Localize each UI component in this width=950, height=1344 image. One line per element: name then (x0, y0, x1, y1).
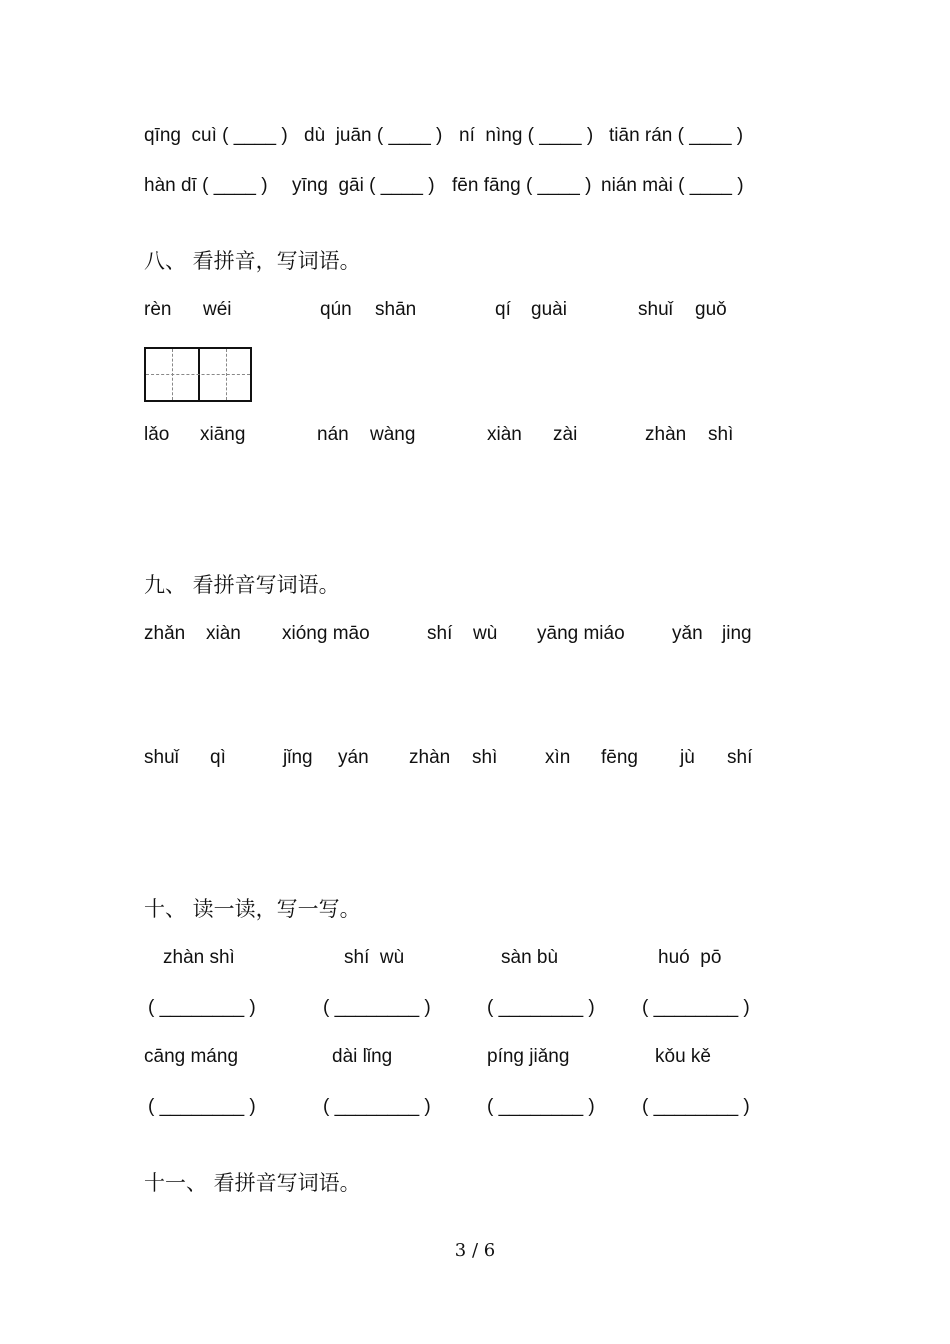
pinyin-syllable: xióng māo (282, 623, 370, 644)
pinyin-syllable: shuǐ (144, 747, 179, 768)
answer-blank[interactable]: ( ________ ) (642, 1096, 750, 1117)
answer-blank[interactable]: ( ________ ) (323, 1096, 431, 1117)
pinyin-syllable: shuǐ (638, 299, 673, 320)
pinyin-item: cāng máng (144, 1046, 239, 1067)
pinyin-syllable: lǎo (144, 424, 170, 445)
writing-grid[interactable] (144, 347, 252, 402)
pinyin-syllable: shí (427, 623, 453, 644)
pinyin-syllable: xiàn (487, 424, 522, 445)
grid-guide (146, 374, 250, 375)
pinyin-syllable: jing (722, 623, 752, 644)
answer-blank[interactable]: ( ________ ) (148, 997, 256, 1018)
answer-blank[interactable]: ( ________ ) (323, 997, 431, 1018)
pinyin-item: tiān rán ( ____ ) (609, 125, 744, 146)
pinyin-item: kǒu kě (655, 1046, 711, 1067)
pinyin-syllable: xìn (545, 747, 571, 768)
pinyin-item: dài lǐng (332, 1046, 393, 1067)
pinyin-syllable: xiàn (206, 623, 241, 644)
pinyin-syllable: qí (495, 299, 511, 320)
pinyin-syllable: yāng miáo (537, 623, 625, 644)
pinyin-item: ní nìng ( ____ ) (459, 125, 594, 146)
pinyin-syllable: wéi (203, 299, 232, 320)
answer-blank[interactable]: ( ________ ) (148, 1096, 256, 1117)
pinyin-syllable: qún (320, 299, 352, 320)
pinyin-item: fēn fāng ( ____ ) (452, 175, 592, 196)
pinyin-item: hàn dī ( ____ ) (144, 175, 268, 196)
pinyin-syllable: yǎn (672, 623, 703, 644)
pinyin-syllable: jù (680, 747, 695, 768)
pinyin-syllable: fēng (601, 747, 638, 768)
pinyin-syllable: jǐng (283, 747, 313, 768)
pinyin-item: huó pō (658, 947, 722, 968)
pinyin-syllable: shì (472, 747, 498, 768)
section9-heading: 九、 看拼音写词语。 (144, 573, 340, 597)
pinyin-syllable: zhǎn (144, 623, 186, 644)
pinyin-syllable: guài (531, 299, 567, 320)
answer-blank[interactable]: ( ________ ) (487, 997, 595, 1018)
pinyin-syllable: rèn (144, 299, 172, 320)
pinyin-item: nián mài ( ____ ) (601, 175, 744, 196)
pinyin-syllable: zhàn (409, 747, 451, 768)
pinyin-item: dù juān ( ____ ) (304, 125, 443, 146)
section8-heading: 八、 看拼音，写词语。 (144, 249, 361, 273)
pinyin-item: shí wù (344, 947, 405, 968)
pinyin-syllable: qì (210, 747, 226, 768)
pinyin-syllable: wù (473, 623, 498, 644)
pinyin-syllable: yán (338, 747, 369, 768)
pinyin-item: sàn bù (501, 947, 559, 968)
pinyin-syllable: shì (708, 424, 734, 445)
pinyin-syllable: zài (553, 424, 578, 445)
answer-blank[interactable]: ( ________ ) (642, 997, 750, 1018)
pinyin-item: zhàn shì (163, 947, 235, 968)
answer-blank[interactable]: ( ________ ) (487, 1096, 595, 1117)
pinyin-item: qīng cuì ( ____ ) (144, 125, 288, 146)
section11-heading: 十一、 看拼音写词语。 (144, 1171, 361, 1195)
pinyin-syllable: nán (317, 424, 349, 445)
page-number: 3 / 6 (454, 1240, 496, 1261)
pinyin-syllable: wàng (370, 424, 416, 445)
pinyin-syllable: shān (375, 299, 417, 320)
pinyin-syllable: zhàn (645, 424, 687, 445)
pinyin-item: píng jiǎng (487, 1046, 570, 1067)
section10-heading: 十、 读一读，写一写。 (144, 897, 361, 921)
pinyin-syllable: shí (727, 747, 753, 768)
pinyin-syllable: guǒ (695, 299, 727, 320)
pinyin-item: yīng gāi ( ____ ) (292, 175, 435, 196)
pinyin-syllable: xiāng (200, 424, 246, 445)
